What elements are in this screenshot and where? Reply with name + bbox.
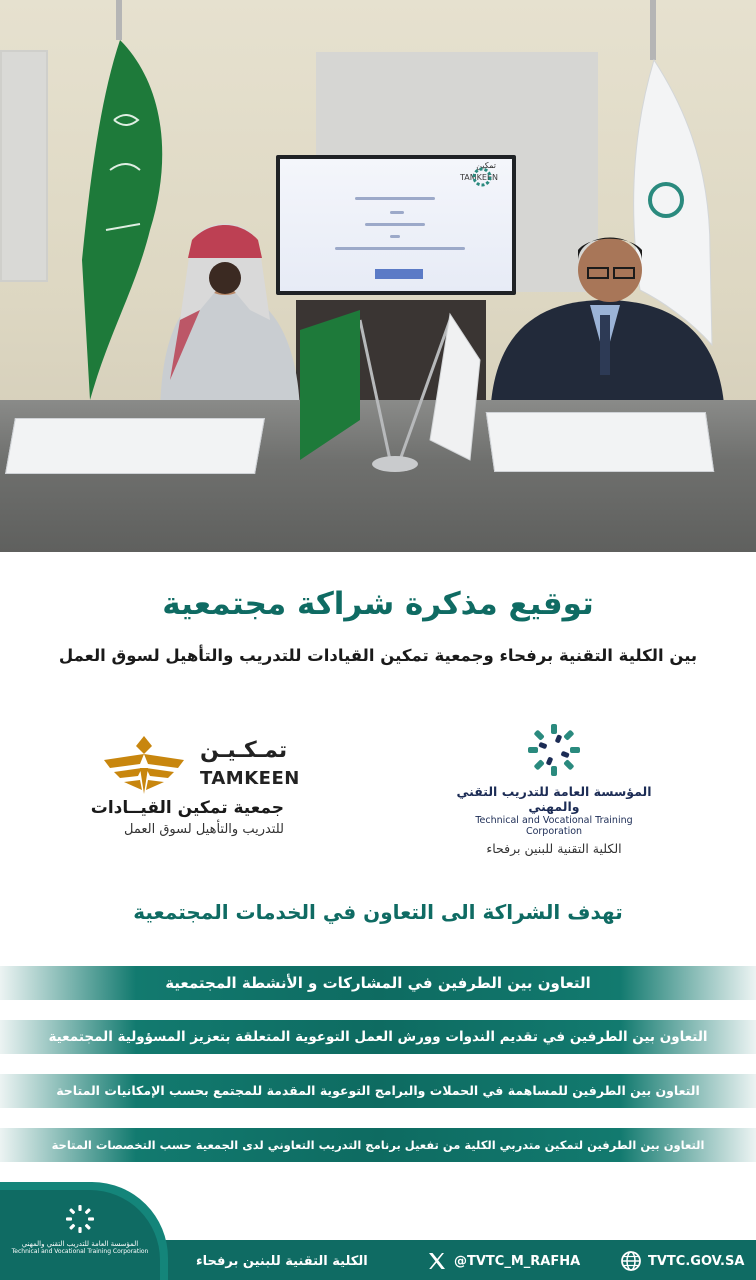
desk-flags-icon <box>280 300 500 480</box>
document <box>5 418 265 474</box>
tvtc-logo <box>454 722 654 856</box>
tamkeen-logo <box>90 728 300 840</box>
page-title: توقيع مذكرة شراكة مجتمعية <box>162 586 594 622</box>
goals-title: تهدف الشراكة الى التعاون في الخدمات المجتمعية <box>133 900 623 924</box>
tamkeen-eagle-icon <box>100 732 188 798</box>
tvtc-college-name: الكلية التقنية للبنين برفحاء <box>486 841 622 856</box>
tvtc-name-ar: المؤسسة العامة للتدريب التقني والمهني <box>456 784 652 814</box>
screen-brand-ar: تمكين <box>476 161 496 170</box>
footer-logo-ar: المؤسسة العامة للتدريب التقني والمهني <box>21 1240 139 1248</box>
footer-logo <box>10 1204 150 1255</box>
website-url[interactable]: TVTC.GOV.SA <box>648 1253 745 1269</box>
person-right <box>480 220 730 425</box>
goal-item: التعاون بين الطرفين لتمكين متدربي الكلية من تفعيل برنامج التدريب التعاوني لدى الجمعية حسب التخصصات المتاحة <box>0 1128 756 1162</box>
goal-item: التعاون بين الطرفين للمساهمة في الحملات والبرامج التوعوية المقدمة للمجتمع بحسب الإمكانيات المتاحة <box>0 1074 756 1108</box>
flag-base <box>372 456 418 472</box>
tvtc-emblem-icon <box>526 722 582 780</box>
globe-icon <box>620 1250 642 1272</box>
footer-college: الكلية التقنية للبنين برفحاء <box>196 1253 368 1269</box>
tvtc-footer-emblem-icon <box>65 1204 95 1234</box>
wall-panel <box>0 50 48 282</box>
goal-item: التعاون بين الطرفين في تقديم الندوات وورش العمل التوعوية المتعلقة بتعزيز المسؤولية المجتمعية <box>0 1020 756 1054</box>
footer-twitter[interactable] <box>426 1248 580 1274</box>
tamkeen-tagline: للتدريب والتأهيل لسوق العمل <box>124 822 284 837</box>
tamkeen-association-name: جمعية تمكين القيــادات <box>90 798 284 818</box>
document <box>486 412 714 472</box>
twitter-handle[interactable]: @TVTC_M_RAFHA <box>454 1253 581 1269</box>
signing-photo <box>0 0 756 552</box>
tamkeen-name-en: TAMKEEN <box>200 768 300 789</box>
tvtc-name-en: Technical and Vocational Training Corporation <box>475 815 633 837</box>
footer-logo-en: Technical and Vocational Training Corporation <box>11 1248 149 1255</box>
page-subtitle: بين الكلية التقنية برفحاء وجمعية تمكين القيادات للتدريب والتأهيل لسوق العمل <box>58 646 698 665</box>
tvtc-mini-logo-icon <box>470 165 494 189</box>
tamkeen-name-ar: تمـكـيـن <box>200 738 288 763</box>
goal-item: التعاون بين الطرفين في المشاركات و الأنشطة المجتمعية <box>0 966 756 1000</box>
screen-brand: TAMKEEN <box>460 173 498 182</box>
footer-website[interactable] <box>620 1248 744 1274</box>
x-icon <box>426 1250 448 1272</box>
